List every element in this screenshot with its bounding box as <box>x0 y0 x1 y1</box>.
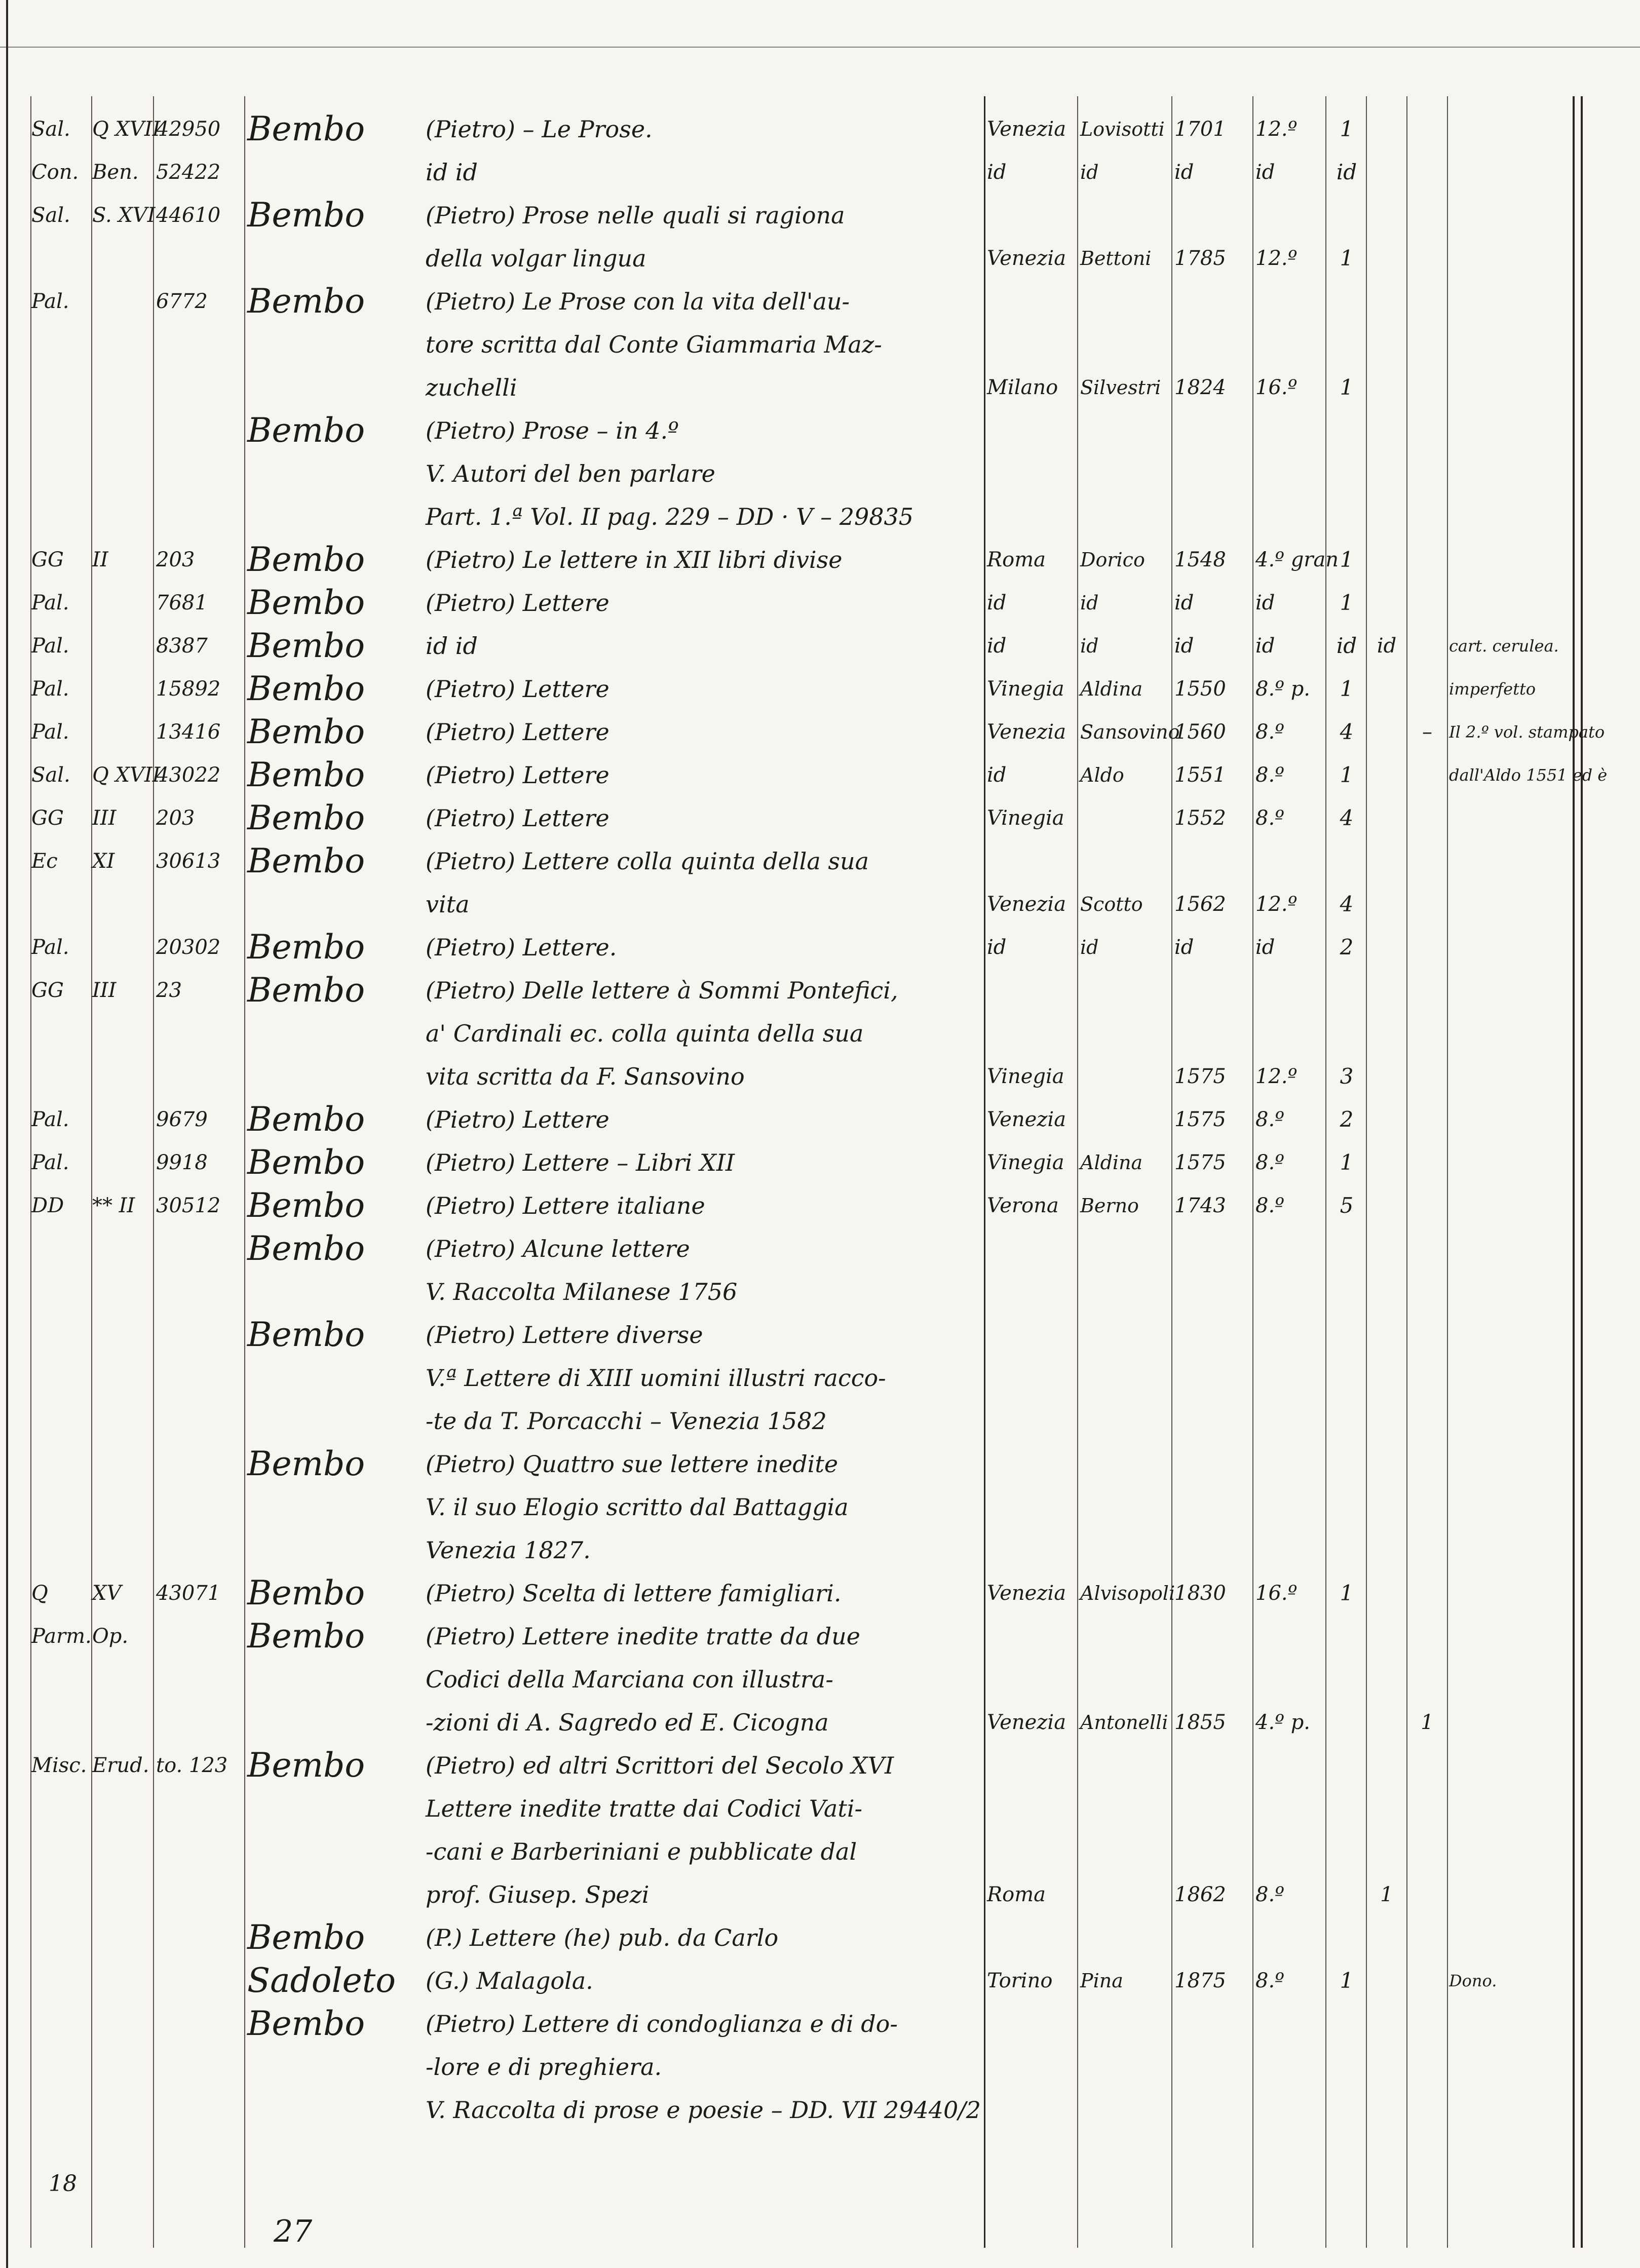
book-format: 8.º <box>1255 1151 1284 1174</box>
publication-place: id <box>987 634 1007 658</box>
catalog-row <box>0 1791 1640 1826</box>
publication-place: Milano <box>987 376 1058 399</box>
printer-name: Silvestri <box>1080 376 1161 399</box>
location-room: Pal. <box>31 677 69 701</box>
location-shelf: ** II <box>92 1194 135 1217</box>
top-rule <box>0 47 1640 48</box>
location-room: Ec <box>31 850 58 873</box>
location-room: Pal. <box>31 290 69 313</box>
entry-title: (Pietro) Lettere <box>426 718 609 746</box>
publication-year: 1575 <box>1174 1151 1226 1174</box>
publication-year: 1551 <box>1174 763 1226 787</box>
volume-count: 1 <box>1340 1150 1354 1175</box>
publication-year: 1743 <box>1174 1194 1226 1217</box>
book-format: 12.º <box>1255 118 1298 141</box>
call-number: 44610 <box>156 204 221 227</box>
entry-title: -lore e di preghiera. <box>426 2053 662 2081</box>
publication-place: Roma <box>987 1883 1046 1906</box>
location-room: Pal. <box>31 1108 69 1131</box>
publication-place: Venezia <box>987 1711 1066 1734</box>
entry-title: (Pietro) Alcune lettere <box>426 1235 690 1262</box>
printer-name: Dorico <box>1080 549 1145 571</box>
entry-title: V. Raccolta di prose e poesie – DD. VII 29440/2 <box>426 2096 981 2124</box>
publication-place: Vinegia <box>987 677 1064 701</box>
entry-title: V. Raccolta Milanese 1756 <box>426 1278 738 1305</box>
printer-name: Berno <box>1080 1195 1139 1217</box>
catalog-row <box>0 671 1640 707</box>
author-name: Bembo <box>247 196 365 235</box>
entry-title: zuchelli <box>426 374 517 401</box>
entry-title: (P.) Lettere (he) pub. da Carlo <box>426 1924 779 1951</box>
publication-place: Torino <box>987 1969 1053 1992</box>
catalog-row <box>0 1188 1640 1223</box>
book-format: 12.º <box>1255 247 1298 270</box>
catalog-row <box>0 2049 1640 2085</box>
entry-title: (Pietro) Delle lettere à Sommi Pontefici, <box>426 977 898 1004</box>
entry-title: Lettere inedite tratte dai Codici Vati- <box>426 1795 863 1822</box>
author-name: Bembo <box>247 971 365 1010</box>
entry-title: (Pietro) Lettere <box>426 675 609 703</box>
publication-year: 1575 <box>1174 1108 1226 1131</box>
author-name: Bembo <box>247 712 365 751</box>
location-shelf: Erud. <box>92 1754 149 1777</box>
author-name: Bembo <box>247 669 365 708</box>
location-room: Pal. <box>31 634 69 658</box>
author-name: Bembo <box>247 109 365 148</box>
printer-name: id <box>1080 161 1099 183</box>
book-format: 8.º <box>1255 763 1284 787</box>
printer-name: Aldina <box>1080 678 1143 700</box>
volume-count: 5 <box>1340 1193 1354 1218</box>
catalog-row <box>0 2092 1640 2128</box>
publication-place: id <box>987 936 1007 959</box>
publication-year: 1575 <box>1174 1065 1226 1088</box>
entry-title: Venezia 1827. <box>426 1536 591 1564</box>
entry-note: imperfetto <box>1449 679 1536 699</box>
catalog-row <box>0 843 1640 879</box>
call-number: 9679 <box>156 1108 208 1131</box>
author-name: Bembo <box>247 1444 365 1483</box>
publication-year: id <box>1174 634 1194 658</box>
printer-name: Scotto <box>1080 893 1143 915</box>
catalog-row <box>0 1705 1640 1740</box>
entry-note: Il 2.º vol. stampato <box>1449 722 1605 742</box>
location-room: Q <box>31 1582 48 1605</box>
catalog-row <box>0 370 1640 405</box>
author-name: Bembo <box>247 583 365 622</box>
location-room: GG <box>31 979 64 1002</box>
book-format: id <box>1255 936 1275 959</box>
book-format: 12.º <box>1255 1065 1298 1088</box>
entry-title: (Pietro) Quattro sue lettere inedite <box>426 1450 838 1478</box>
location-shelf: Ben. <box>92 161 139 184</box>
author-name: Bembo <box>247 1746 365 1785</box>
publication-year: 1862 <box>1174 1883 1226 1906</box>
author-name: Bembo <box>247 798 365 837</box>
publication-year: 1562 <box>1174 893 1226 916</box>
printer-name: Aldina <box>1080 1151 1143 1174</box>
book-format: 8.º <box>1255 1108 1284 1131</box>
entry-title: (G.) Malagola. <box>426 1967 593 1994</box>
printer-name: Alvisopoli <box>1080 1582 1175 1604</box>
location-shelf: Op. <box>92 1625 129 1648</box>
publication-year: 1548 <box>1174 548 1226 571</box>
catalog-row <box>0 1145 1640 1180</box>
volume-count: 1 <box>1340 590 1354 615</box>
entry-title: (Pietro) ed altri Scrittori del Secolo XVI <box>426 1752 894 1779</box>
publication-year: 1701 <box>1174 118 1226 141</box>
author-name: Bembo <box>247 411 365 450</box>
entry-title: vita scritta da F. Sansovino <box>426 1063 745 1090</box>
entry-title: V. il suo Elogio scritto dal Battaggia <box>426 1493 849 1521</box>
author-name: Bembo <box>247 1315 365 1354</box>
entry-title: (Pietro) Prose nelle quali si ragiona <box>426 202 845 229</box>
book-format: 8.º <box>1255 1194 1284 1217</box>
author-name: Bembo <box>247 1143 365 1182</box>
extra-count-2: 1 <box>1421 1711 1434 1734</box>
author-name: Bembo <box>247 1229 365 1268</box>
volume-count: 1 <box>1340 547 1354 572</box>
book-format: id <box>1255 161 1275 184</box>
entry-title: (Pietro) Lettere colla quinta della sua <box>426 848 869 875</box>
entry-title: tore scritta dal Conte Giammaria Maz- <box>426 331 882 358</box>
book-format: 16.º <box>1255 376 1298 399</box>
publication-year: 1785 <box>1174 247 1226 270</box>
catalog-row <box>0 1274 1640 1310</box>
volume-count: 4 <box>1340 892 1354 916</box>
catalog-row <box>0 456 1640 491</box>
volume-count: 3 <box>1340 1064 1354 1089</box>
catalog-row <box>0 198 1640 233</box>
location-room: Pal. <box>31 1151 69 1174</box>
call-number: 9918 <box>156 1151 208 1174</box>
location-room: Sal. <box>31 204 70 227</box>
printer-name: Bettoni <box>1080 247 1152 270</box>
volume-count: 1 <box>1340 1581 1354 1605</box>
publication-place: id <box>987 763 1007 787</box>
printer-name: Sansovino <box>1080 721 1180 743</box>
catalog-row <box>0 1446 1640 1482</box>
author-name: Bembo <box>247 282 365 321</box>
volume-count: id <box>1336 160 1357 184</box>
call-number: 203 <box>156 548 195 571</box>
call-number: 23 <box>156 979 182 1002</box>
volume-count: 1 <box>1340 1968 1354 1993</box>
entry-title: (Pietro) Prose – in 4.º <box>426 417 679 444</box>
location-room: Pal. <box>31 720 69 744</box>
location-room: Con. <box>31 161 79 184</box>
catalog-row <box>0 757 1640 793</box>
location-room: DD <box>31 1194 64 1217</box>
book-format: 8.º p. <box>1255 677 1311 701</box>
location-shelf: III <box>92 806 117 830</box>
catalog-row <box>0 1920 1640 1955</box>
entry-title: (Pietro) Lettere – Libri XII <box>426 1149 735 1176</box>
catalog-row <box>0 1016 1640 1051</box>
location-shelf: S. XVI <box>92 204 156 227</box>
author-name: Bembo <box>247 1918 365 1957</box>
catalog-row <box>0 1748 1640 1783</box>
publication-place: id <box>987 161 1007 184</box>
entry-title: (Pietro) – Le Prose. <box>426 116 653 143</box>
location-room: GG <box>31 806 64 830</box>
entry-title: (Pietro) Lettere <box>426 1106 609 1133</box>
author-name: Bembo <box>247 841 365 880</box>
book-format: 4.º p. <box>1255 1711 1311 1734</box>
entry-title: della volgar lingua <box>426 245 646 272</box>
page-mark: 27 <box>274 2214 313 2249</box>
extra-count-1: 1 <box>1380 1883 1393 1906</box>
catalog-row <box>0 585 1640 621</box>
call-number: 43071 <box>156 1582 221 1605</box>
book-format: 8.º <box>1255 1883 1284 1906</box>
location-room: GG <box>31 548 64 571</box>
call-number: 203 <box>156 806 195 830</box>
location-room: Pal. <box>31 591 69 614</box>
book-format: 12.º <box>1255 893 1298 916</box>
entry-title: vita <box>426 891 470 918</box>
catalog-row <box>0 800 1640 836</box>
call-number: 42950 <box>156 118 221 141</box>
publication-year: id <box>1174 161 1194 184</box>
entry-title: (Pietro) Lettere <box>426 804 609 832</box>
catalog-row <box>0 1575 1640 1611</box>
author-name: Bembo <box>247 2004 365 2043</box>
page-number-left: 18 <box>49 2171 77 2197</box>
publication-place: Venezia <box>987 118 1066 141</box>
entry-title: id id <box>426 159 478 186</box>
publication-year: id <box>1174 591 1194 614</box>
publication-place: Venezia <box>987 1582 1066 1605</box>
entry-title: (Pietro) Scelta di lettere famigliari. <box>426 1580 842 1607</box>
catalog-row <box>0 714 1640 750</box>
entry-title: a' Cardinali ec. colla quinta della sua <box>426 1020 864 1047</box>
entry-note: dall'Aldo 1551 ed è <box>1449 765 1608 785</box>
catalog-row <box>0 413 1640 448</box>
volume-count: 2 <box>1340 1107 1354 1132</box>
extra-count-2: – <box>1422 720 1432 744</box>
call-number: 13416 <box>156 720 221 744</box>
catalog-row <box>0 499 1640 534</box>
book-format: 8.º <box>1255 806 1284 830</box>
volume-count: 4 <box>1340 805 1354 830</box>
publication-place: Venezia <box>987 1108 1066 1131</box>
catalog-row <box>0 284 1640 319</box>
printer-name: id <box>1080 635 1099 657</box>
catalog-row <box>0 241 1640 276</box>
catalog-row <box>0 1403 1640 1439</box>
catalog-row <box>0 973 1640 1008</box>
entry-title: (Pietro) Le lettere in XII libri divise <box>426 546 843 573</box>
publication-year: 1830 <box>1174 1582 1226 1605</box>
volume-count: 1 <box>1340 375 1354 400</box>
entry-title: -cani e Barberiniani e pubblicate dal <box>426 1838 857 1865</box>
catalog-row <box>0 2006 1640 2042</box>
catalog-row <box>0 1662 1640 1697</box>
call-number: 30512 <box>156 1194 221 1217</box>
entry-title: (Pietro) Lettere inedite tratte da due <box>426 1623 860 1650</box>
location-shelf: Q XVII <box>92 118 161 141</box>
publication-year: 1552 <box>1174 806 1226 830</box>
entry-title: (Pietro) Lettere <box>426 761 609 789</box>
printer-name: Antonelli <box>1080 1711 1168 1734</box>
catalog-row <box>0 327 1640 362</box>
author-name: Bembo <box>247 1100 365 1139</box>
entry-title: V.ª Lettere di XIII uomini illustri racco- <box>426 1364 886 1392</box>
location-shelf: II <box>92 548 108 571</box>
publication-place: Venezia <box>987 893 1066 916</box>
catalog-row <box>0 1532 1640 1568</box>
extra-count-1: id <box>1377 634 1397 658</box>
publication-year: 1560 <box>1174 720 1226 744</box>
location-room: Misc. <box>31 1754 87 1777</box>
call-number: 52422 <box>156 161 221 184</box>
location-shelf: XV <box>92 1582 122 1605</box>
entry-title: Part. 1.ª Vol. II pag. 229 – DD · V – 29835 <box>426 503 914 530</box>
volume-count: 4 <box>1340 719 1354 744</box>
book-format: 8.º <box>1255 720 1284 744</box>
book-format: id <box>1255 591 1275 614</box>
catalog-row <box>0 1360 1640 1396</box>
catalog-row <box>0 1963 1640 1998</box>
printer-name: id <box>1080 936 1099 958</box>
publication-place: Verona <box>987 1194 1059 1217</box>
catalog-row <box>0 1102 1640 1137</box>
publication-year: 1855 <box>1174 1711 1226 1734</box>
catalog-row <box>0 1619 1640 1654</box>
entry-title: prof. Giusep. Spezi <box>426 1881 650 1908</box>
author-name: Bembo <box>247 1573 365 1612</box>
entry-title: (Pietro) Lettere diverse <box>426 1321 703 1349</box>
volume-count: 1 <box>1340 762 1354 787</box>
entry-title: (Pietro) Lettere di condoglianza e di do- <box>426 2010 898 2038</box>
entry-title: (Pietro) Lettere. <box>426 934 617 961</box>
volume-count: 1 <box>1340 676 1354 701</box>
publication-year: 1875 <box>1174 1969 1226 1992</box>
author-name: Bembo <box>247 928 365 967</box>
entry-title: id id <box>426 632 478 660</box>
publication-place: Roma <box>987 548 1046 571</box>
volume-count: 1 <box>1340 117 1354 141</box>
catalog-row <box>0 1317 1640 1353</box>
catalog-row <box>0 1231 1640 1266</box>
catalog-row <box>0 542 1640 578</box>
entry-title: (Pietro) Lettere <box>426 589 609 617</box>
book-format: 8.º <box>1255 1969 1284 1992</box>
publication-place: Vinegia <box>987 806 1064 830</box>
book-format: 4.º gran <box>1255 548 1339 571</box>
entry-title: Codici della Marciana con illustra- <box>426 1666 833 1693</box>
catalog-row <box>0 1489 1640 1525</box>
catalog-row <box>0 155 1640 190</box>
catalog-row <box>0 1059 1640 1094</box>
publication-year: 1550 <box>1174 677 1226 701</box>
printer-name: Pina <box>1080 1970 1123 1992</box>
publication-year: id <box>1174 936 1194 959</box>
entry-title: V. Autori del ben parlare <box>426 460 715 487</box>
location-shelf: XI <box>92 850 115 873</box>
entry-note: cart. cerulea. <box>1449 636 1559 656</box>
location-room: Pal. <box>31 936 69 959</box>
call-number: 43022 <box>156 763 221 787</box>
call-number: 20302 <box>156 936 221 959</box>
call-number: 6772 <box>156 290 208 313</box>
author-name: Bembo <box>247 626 365 665</box>
call-number: 7681 <box>156 591 208 614</box>
entry-title: -zioni di A. Sagredo ed E. Cicogna <box>426 1709 829 1736</box>
publication-place: Vinegia <box>987 1065 1064 1088</box>
entry-title: (Pietro) Le Prose con la vita dell'au- <box>426 288 850 315</box>
author-name: Bembo <box>247 540 365 579</box>
publication-place: Vinegia <box>987 1151 1064 1174</box>
catalog-row <box>0 628 1640 664</box>
location-shelf: Q XVII <box>92 763 161 787</box>
catalog-row <box>0 1877 1640 1912</box>
location-room: Sal. <box>31 763 70 787</box>
location-room: Parm. <box>31 1625 92 1648</box>
printer-name: id <box>1080 592 1099 614</box>
publication-place: Venezia <box>987 247 1066 270</box>
location-room: Sal. <box>31 118 70 141</box>
entry-title: -te da T. Porcacchi – Venezia 1582 <box>426 1407 827 1435</box>
publication-year: 1824 <box>1174 376 1226 399</box>
author-name: Bembo <box>247 755 365 794</box>
author-name: Bembo <box>247 1617 365 1656</box>
book-format: 16.º <box>1255 1582 1298 1605</box>
author-name: Bembo <box>247 1186 365 1225</box>
publication-place: Venezia <box>987 720 1066 744</box>
entry-note: Dono. <box>1449 1971 1497 1990</box>
volume-count: 2 <box>1340 935 1354 959</box>
catalog-row <box>0 887 1640 922</box>
location-shelf: III <box>92 979 117 1002</box>
entry-title: (Pietro) Lettere italiane <box>426 1192 705 1219</box>
author-name: Sadoleto <box>247 1961 396 2000</box>
call-number: 15892 <box>156 677 221 701</box>
call-number: 8387 <box>156 634 208 658</box>
volume-count: id <box>1336 633 1357 658</box>
publication-place: id <box>987 591 1007 614</box>
call-number: 30613 <box>156 850 221 873</box>
printer-name: Lovisotti <box>1080 118 1165 140</box>
volume-count: 1 <box>1340 246 1354 271</box>
printer-name: Aldo <box>1080 764 1124 786</box>
call-number: to. 123 <box>156 1754 228 1777</box>
catalog-row <box>0 930 1640 965</box>
book-format: id <box>1255 634 1275 658</box>
catalog-row <box>0 1834 1640 1869</box>
catalog-row <box>0 111 1640 147</box>
